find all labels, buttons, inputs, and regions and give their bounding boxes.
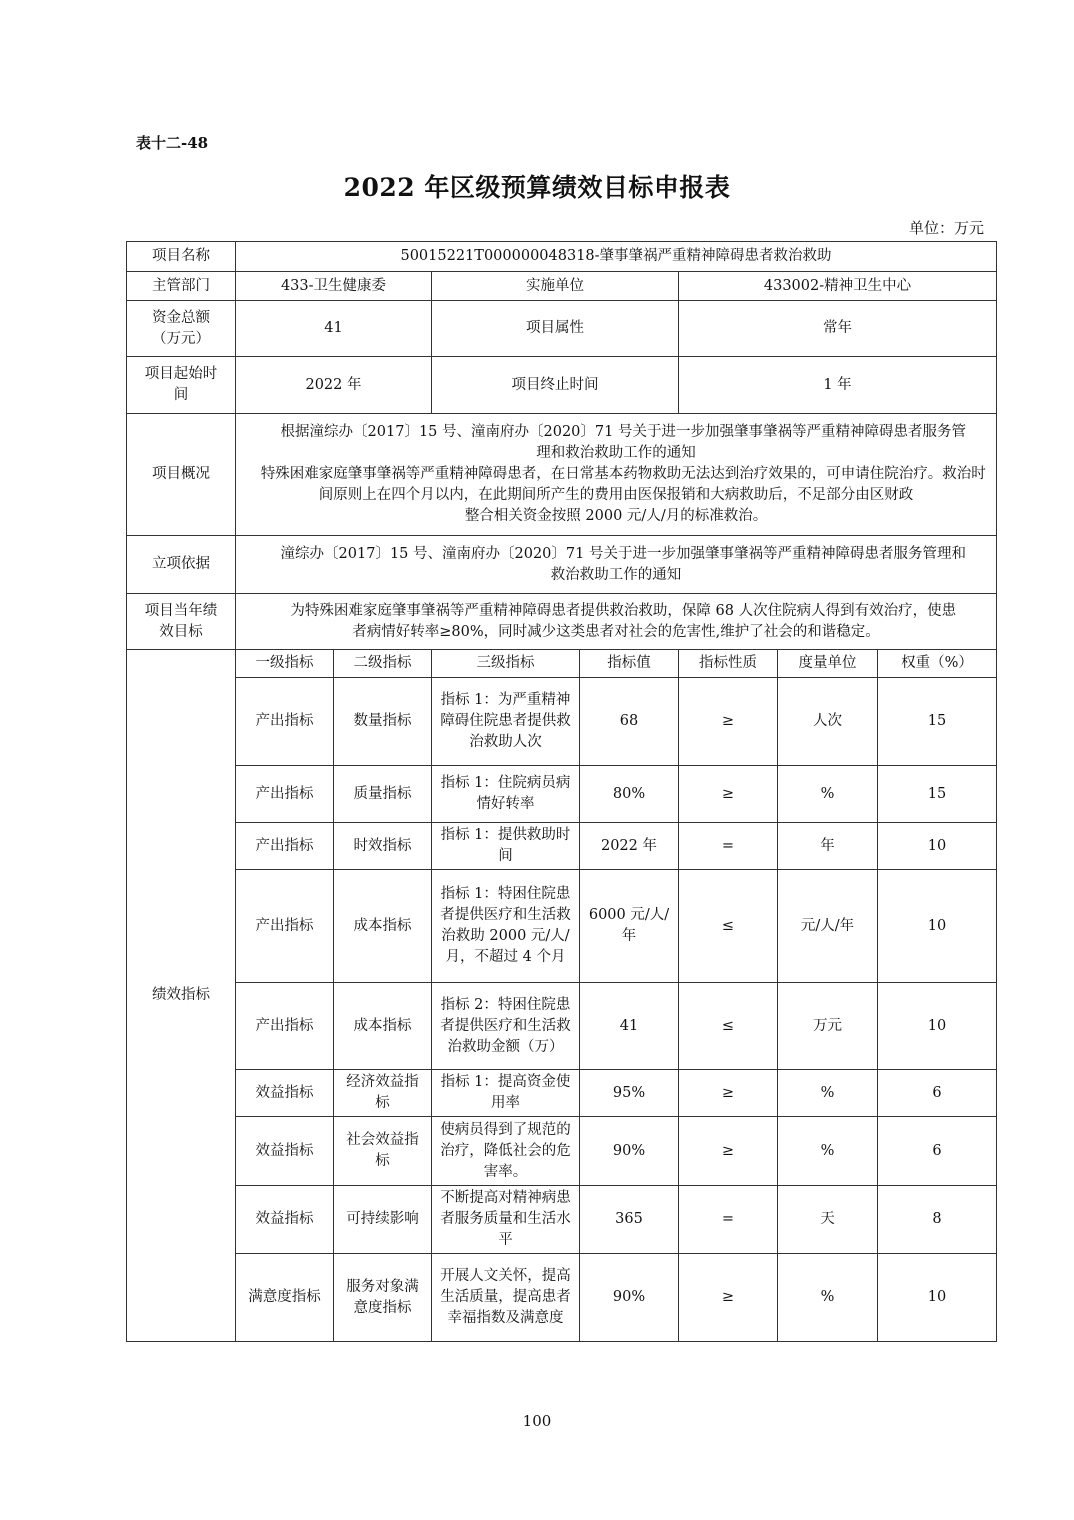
overview-line1: 根据潼综办〔2017〕15 号、潼南府办〔2020〕71 号关于进一步加强肇事肇祸等严重精神障碍患者服务管: [280, 424, 966, 440]
project-name-value: 50015221T000000048318-肇事肇祸严重精神障碍患者救治救助: [236, 242, 997, 272]
fund-value: 41: [236, 301, 432, 357]
indicator-unit: 万元: [778, 983, 878, 1070]
attr-value: 常年: [679, 301, 997, 357]
table-label: 表十二-48: [136, 134, 209, 152]
goal-value: [236, 594, 997, 650]
indicator-unit: %: [778, 1117, 878, 1186]
row-basis: [127, 536, 997, 594]
indicator-level3: 指标 1：住院病员病情好转率: [432, 766, 580, 823]
indicator-nature: =: [679, 823, 778, 870]
page-title: 2022 年区级预算绩效目标申报表: [343, 173, 731, 202]
overview-value: [236, 414, 997, 536]
indicator-weight: 6: [878, 1070, 997, 1117]
indicator-value: 2022 年: [580, 823, 679, 870]
indicator-level2: 可持续影响: [334, 1186, 432, 1254]
indicator-level2: 时效指标: [334, 823, 432, 870]
indicator-level3: 指标 1：提供救助时间: [432, 823, 580, 870]
header-level3: 三级指标: [432, 650, 580, 678]
overview-line2: 理和救治救助工作的通知: [536, 445, 696, 461]
start-label: [127, 357, 236, 414]
budget-table: [126, 241, 997, 1342]
indicator-value: 68: [580, 678, 679, 766]
indicator-level3: 指标 1：提高资金使用率: [432, 1070, 580, 1117]
goal-label-line1: 项目当年绩: [144, 602, 218, 619]
indicator-value: 90%: [580, 1254, 679, 1342]
indicator-level2: 质量指标: [334, 766, 432, 823]
row-goal: [127, 594, 997, 650]
row-period: [127, 357, 997, 414]
basis-value: [236, 536, 997, 594]
end-value: 1 年: [679, 357, 997, 414]
indicator-level2: 成本指标: [334, 870, 432, 983]
overview-label: 项目概况: [127, 414, 236, 536]
indicator-value: 90%: [580, 1117, 679, 1186]
indicator-nature: ≥: [679, 1254, 778, 1342]
indicator-weight: 8: [878, 1186, 997, 1254]
start-value: 2022 年: [236, 357, 432, 414]
indicator-weight: 10: [878, 1254, 997, 1342]
indicator-unit: %: [778, 1070, 878, 1117]
attr-label: 项目属性: [432, 301, 679, 357]
indicator-weight: 15: [878, 678, 997, 766]
indicator-unit: %: [778, 1254, 878, 1342]
header-weight: 权重（%）: [878, 650, 997, 678]
indicator-row: [127, 870, 997, 983]
indicator-unit: %: [778, 766, 878, 823]
dept-value: 433-卫生健康委: [236, 272, 432, 301]
indicator-nature: ≤: [679, 983, 778, 1070]
indicator-level3: 开展人文关怀，提高生活质量，提高患者幸福指数及满意度: [432, 1254, 580, 1342]
indicator-nature: ≥: [679, 1070, 778, 1117]
header-unit: 度量单位: [778, 650, 878, 678]
fund-label-line1: 资金总额: [152, 309, 210, 326]
indicator-level3: 指标 1：为严重精神障碍住院患者提供救治救助人次: [432, 678, 580, 766]
basis-label: 立项依据: [127, 536, 236, 594]
indicators-section-label: 绩效指标: [127, 650, 236, 1342]
start-label-line2: 间: [173, 387, 189, 403]
indicator-value: 80%: [580, 766, 679, 823]
header-value: 指标值: [580, 650, 679, 678]
overview-line-last: 整合相关资金按照 2000 元/人/月的标准救治。: [464, 508, 768, 524]
indicator-row: [127, 766, 997, 823]
goal-line1: 为特殊困难家庭肇事肇祸等严重精神障碍患者提供救治救助，保障 68 人次住院病人得到有效治疗，使患: [290, 602, 957, 619]
dept-label: 主管部门: [127, 272, 236, 301]
indicator-row: [127, 1186, 997, 1254]
indicator-level3: 指标 2：特困住院患者提供医疗和生活救治救助金额（万）: [432, 983, 580, 1070]
indicator-level2: 经济效益指标: [334, 1070, 432, 1117]
indicator-unit: 元/人/年: [778, 870, 878, 983]
row-department: [127, 272, 997, 301]
indicator-nature: ≤: [679, 870, 778, 983]
project-name-label: 项目名称: [127, 242, 236, 272]
indicator-row: [127, 983, 997, 1070]
indicator-level1: 效益指标: [236, 1186, 334, 1254]
unit-label: 单位：万元: [908, 219, 984, 237]
indicator-value: 6000 元/人/年: [580, 870, 679, 983]
indicator-level3: 使病员得到了规范的治疗，降低社会的危害率。: [432, 1117, 580, 1186]
header-level1: 一级指标: [236, 650, 334, 678]
indicator-level1: 效益指标: [236, 1117, 334, 1186]
header-nature: 指标性质: [679, 650, 778, 678]
indicator-level1: 产出指标: [236, 678, 334, 766]
page-number: 100: [522, 1412, 552, 1430]
end-label: 项目终止时间: [432, 357, 679, 414]
indicator-weight: 10: [878, 870, 997, 983]
indicator-level1: 满意度指标: [236, 1254, 334, 1342]
row-overview: [127, 414, 997, 536]
basis-line2: 救治救助工作的通知: [550, 566, 682, 583]
indicator-level2: 社会效益指标: [334, 1117, 432, 1186]
indicator-nature: =: [679, 1186, 778, 1254]
indicator-value: 41: [580, 983, 679, 1070]
goal-label-line2: 效目标: [159, 623, 203, 640]
goal-label: [127, 594, 236, 650]
indicator-row: [127, 1070, 997, 1117]
indicator-row: [127, 1254, 997, 1342]
indicator-weight: 6: [878, 1117, 997, 1186]
indicator-level2: 数量指标: [334, 678, 432, 766]
indicator-level1: 产出指标: [236, 870, 334, 983]
goal-line2: 者病情好转率≥80%，同时减少这类患者对社会的危害性,维护了社会的和谐稳定。: [352, 623, 880, 640]
indicator-row: [127, 823, 997, 870]
indicator-unit: 人次: [778, 678, 878, 766]
header-level2: 二级指标: [334, 650, 432, 678]
fund-label-line2: （万元）: [152, 330, 210, 347]
indicator-level1: 产出指标: [236, 823, 334, 870]
indicator-value: 95%: [580, 1070, 679, 1117]
indicator-nature: ≥: [679, 1117, 778, 1186]
indicator-unit: 年: [778, 823, 878, 870]
indicator-row: [127, 1117, 997, 1186]
indicator-unit: 天: [778, 1186, 878, 1254]
impl-label: 实施单位: [432, 272, 679, 301]
fund-label: [127, 301, 236, 357]
row-project-name: [127, 242, 997, 272]
indicator-row: [127, 678, 997, 766]
indicator-level1: 产出指标: [236, 983, 334, 1070]
basis-line1: 潼综办〔2017〕15 号、潼南府办〔2020〕71 号关于进一步加强肇事肇祸等严重精神障碍患者服务管理和: [280, 545, 966, 562]
indicator-header-row: [127, 650, 997, 678]
indicator-level3: 指标 1：特困住院患者提供医疗和生活救治救助 2000 元/人/月，不超过 4 个月: [432, 870, 580, 983]
indicator-value: 365: [580, 1186, 679, 1254]
indicator-nature: ≥: [679, 766, 778, 823]
indicator-weight: 15: [878, 766, 997, 823]
impl-value: 433002-精神卫生中心: [679, 272, 997, 301]
indicator-weight: 10: [878, 983, 997, 1070]
indicator-level2: 服务对象满意度指标: [334, 1254, 432, 1342]
indicator-weight: 10: [878, 823, 997, 870]
indicator-level2: 成本指标: [334, 983, 432, 1070]
indicator-level1: 产出指标: [236, 766, 334, 823]
indicator-nature: ≥: [679, 678, 778, 766]
overview-para2: 特殊困难家庭肇事肇祸等严重精神障碍患者，在日常基本药物救助无法达到治疗效果的，可申请住院治疗。救治时间原则上在四个月以内，在此期间所产生的费用由医保报销和大病救助后，不足部分由区财政: [260, 466, 986, 503]
indicator-level1: 效益指标: [236, 1070, 334, 1117]
row-fund: [127, 301, 997, 357]
start-label-line1: 项目起始时: [144, 366, 218, 382]
indicator-level3: 不断提高对精神病患者服务质量和生活水平: [432, 1186, 580, 1254]
